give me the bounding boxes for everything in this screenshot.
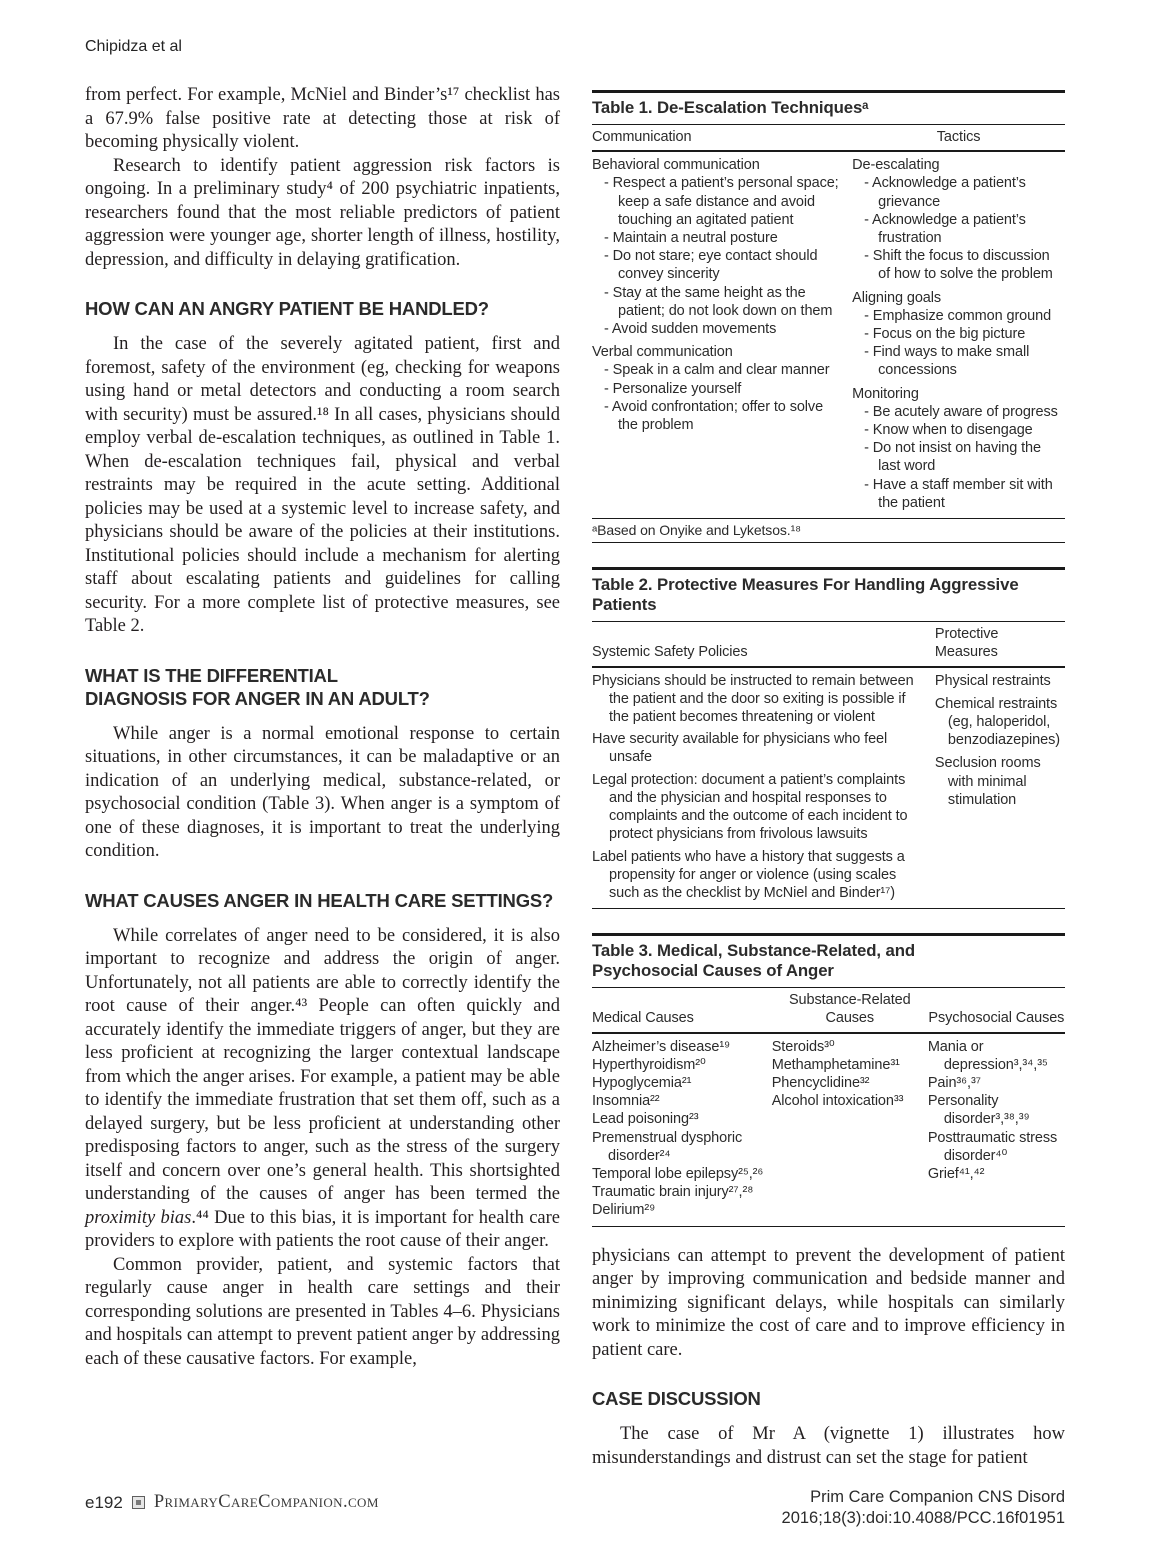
paragraph: from perfect. For example, McNiel and Binder’s¹⁷ checklist has a 67.9% false positive rate at detecting those at risk of becoming physically violent.: [85, 85, 560, 152]
list-item: - Be acutely aware of progress: [864, 403, 1058, 420]
citation-line: 2016;18(3):doi:10.4088/PCC.16f01951: [781, 1508, 1065, 1527]
tactic-group: [852, 289, 1065, 380]
list-item: - Shift the focus to discussion of how to solve the problem: [864, 248, 1053, 283]
list-item: - Stay at the same height as the patient; do not look down on them: [604, 284, 833, 319]
two-column-layout: [85, 84, 1065, 1470]
list-item: Insomnia²²: [592, 1093, 660, 1110]
table-body: [592, 668, 1065, 909]
list-item: - Focus on the big picture: [864, 326, 1026, 343]
column-header: Protective Measures: [934, 626, 999, 661]
section-heading-differential: [85, 664, 560, 710]
column-header: Communication: [592, 129, 692, 145]
tactic-group: [852, 385, 1065, 512]
table-title: Table 3. Medical, Substance-Related, and Psychosocial Causes of Anger: [592, 936, 1065, 988]
journal-logo-icon: [132, 1496, 145, 1509]
tactics-column: [852, 156, 1065, 512]
paragraph: Research to identify patient aggression risk factors is ongoing. In a preliminary study⁴ of 200 psychiatric inpatients, researchers found that the most reliable predictors of patient aggression were younger age, shorter length of illness, hostility, depression, and difficulty in delaying gratification.: [85, 155, 560, 270]
list-item: - Do not insist on having the last word: [864, 440, 1041, 475]
list-item: Phencyclidine³²: [771, 1074, 870, 1091]
measures-column: [935, 672, 1065, 902]
paragraph-text: While correlates of anger need to be considered, it is also important to recognize and address the origin of anger. Unfortunately, not all patients are able to correctly identify the root cause of their anger.⁴³ People can often quickly and accurately identify the immediate triggers of anger, but they are less proficient at recognizing the larger contextual landscape from which the anger arises. For example, a patient may be able to identify the immediate frustration that set them off, such as a delayed surgery, but be less proficient at understanding other predisposing factors to anger, such as the stress of the surgery itself and concern over one’s general health. This shortsighted understanding of the causes of anger has been termed the: [85, 925, 560, 1204]
table-header-row: [592, 622, 1065, 667]
technique-group: [592, 343, 846, 434]
list-item: Hypoglycemia²¹: [592, 1074, 692, 1091]
table-body: [592, 1034, 1065, 1227]
column-header: Psychosocial Causes: [928, 1010, 1065, 1027]
heading-line: DIAGNOSIS FOR ANGER IN AN ADULT?: [85, 687, 430, 709]
list-item: Chemical restraints (eg, haloperidol, benzodiazepines): [934, 695, 1060, 749]
table-2-protective-measures: [592, 567, 1065, 909]
column-header: Substance-Related Causes: [788, 992, 911, 1027]
medical-causes-column: [592, 1038, 772, 1220]
footer-left: [85, 1492, 379, 1513]
table-header-row: [592, 988, 1065, 1033]
table-header-row: [592, 125, 1065, 152]
list-item: Physical restraints: [934, 672, 1051, 689]
list-item: Grief⁴¹,⁴²: [927, 1165, 985, 1182]
technique-group: [592, 156, 846, 338]
list-item: Traumatic brain injury²⁷,²⁸: [592, 1184, 754, 1201]
footer-citation: [782, 1487, 1065, 1528]
group-label: Behavioral communication: [592, 157, 760, 174]
list-item: Label patients who have a history that suggests a propensity for anger or violence (using scales such as the checklist by McNiel and Binder¹⁷): [592, 848, 905, 901]
table-1-de-escalation: [592, 90, 1065, 543]
journal-site-name: PrimaryCareCompanion.com: [153, 1492, 379, 1512]
table-title: Table 1. De-Escalation Techniquesᵃ: [592, 93, 1065, 125]
list-item: Legal protection: document a patient’s complaints and the physician and hospital responses to complaints and the outcome of each incident to protect physicians from frivolous lawsuits: [592, 771, 908, 843]
section-heading-handled: HOW CAN AN ANGRY PATIENT BE HANDLED?: [85, 298, 489, 319]
list-item: Pain³⁶,³⁷: [927, 1074, 981, 1091]
table-3-causes-of-anger: [592, 933, 1065, 1226]
column-header: Medical Causes: [592, 1010, 694, 1027]
left-column: [85, 84, 560, 1470]
paragraph: While anger is a normal emotional response to certain situations, in other circumstances, it can be maladaptive or an indication of an underlying medical, substance-related, or psychosocial condition (Table 3). When anger is a symptom of one of these diagnoses, it is important to treat the underlying condition.: [85, 723, 560, 861]
group-label: Aligning goals: [852, 289, 942, 306]
list-item: - Acknowledge a patient’s grievance: [864, 175, 1026, 210]
section-heading-case-discussion: CASE DISCUSSION: [592, 1388, 761, 1410]
list-item: Lead poisoning²³: [592, 1111, 699, 1128]
right-column: [592, 90, 1065, 1470]
group-label: Verbal communication: [592, 344, 733, 361]
list-item: - Acknowledge a patient’s frustration: [864, 211, 1026, 247]
paragraph: [85, 925, 560, 1254]
running-head: Chipidza et al: [85, 38, 182, 55]
citation-line: Prim Care Companion CNS Disord: [810, 1488, 1065, 1506]
psychosocial-causes-column: [928, 1038, 1065, 1220]
list-item: Temporal lobe epilepsy²⁵,²⁶: [592, 1165, 764, 1182]
paragraph: The case of Mr A (vignette 1) illustrates how misunderstandings and distrust can set the stage for patient: [592, 1424, 1065, 1468]
table-body: [592, 152, 1065, 518]
heading-line: WHAT IS THE DIFFERENTIAL: [85, 664, 338, 686]
paragraph: Common provider, patient, and systemic factors that regularly cause anger in health care settings and their corresponding solutions are presented in Tables 4–6. Physicians and hospitals can attempt to prevent patient anger by addressing each of these causative factors. For example,: [85, 1254, 560, 1369]
list-item: Alcohol intoxication³³: [771, 1093, 904, 1110]
column-header: Tactics: [936, 129, 981, 145]
paragraph-text: .⁴⁴ Due to this bias, it is important for health care providers to explore with patients the root cause of their anger.: [85, 1207, 560, 1251]
table-footnote: ᵃBased on Onyike and Lyketsos.¹⁸: [592, 518, 1065, 543]
list-item: - Personalize yourself: [604, 380, 742, 397]
list-item: - Have a staff member sit with the patient: [864, 476, 1053, 511]
list-item: Premenstrual dysphoric disorder²⁴: [592, 1129, 743, 1164]
tactic-group: [852, 156, 1065, 283]
italic-term: proximity bias: [85, 1207, 192, 1228]
policies-column: [592, 672, 935, 902]
table-title: Table 2. Protective Measures For Handling Aggressive Patients: [592, 570, 1065, 622]
list-item: - Find ways to make small concessions: [864, 344, 1030, 379]
list-item: - Emphasize common ground: [864, 307, 1052, 324]
list-item: - Do not stare; eye contact should convey sincerity: [604, 248, 818, 283]
list-item: Delirium²⁹: [592, 1202, 656, 1219]
list-item: - Maintain a neutral posture: [604, 230, 778, 247]
group-label: De-escalating: [852, 157, 940, 174]
paragraph: In the case of the severely agitated patient, first and foremost, safety of the environment (eg, checking for weapons using hand or metal detectors and conducting a room search with security) must be assured.¹⁸ In all cases, physicians should employ verbal de-escalation techniques, as outlined in Table 1. When de-escalation techniques fail, physical and verbal restraints may be required in the acute setting. Additional policies may be used at a systemic level to increase safety, and physicians should be aware of the policies at their institutions. Institutional policies should include a mechanism for alerting staff about escalating patients and guidelines for calling security. For a more complete list of protective measures, see Table 2.: [85, 334, 560, 636]
list-item: - Know when to disengage: [864, 422, 1033, 439]
list-item: - Avoid confrontation; offer to solve the problem: [604, 398, 824, 434]
list-item: Alzheimer’s disease¹⁹: [592, 1038, 731, 1055]
list-item: Seclusion rooms with minimal stimulation: [934, 755, 1041, 808]
page-number: e192: [85, 1492, 123, 1512]
list-item: Mania or depression³,³⁴,³⁵: [927, 1038, 1048, 1073]
list-item: Have security available for physicians who feel unsafe: [592, 731, 888, 766]
communication-column: [592, 156, 852, 512]
section-heading-causes: WHAT CAUSES ANGER IN HEALTH CARE SETTINGS?: [85, 889, 554, 911]
list-item: Personality disorder³,³⁸,³⁹: [927, 1093, 1030, 1128]
list-item: - Avoid sudden movements: [604, 321, 777, 338]
paragraph: physicians can attempt to prevent the development of patient anger by improving communication and bedside manner and minimizing significant delays, while hospitals can similarly work to minimize the cost of care and to improve efficiency in patient care.: [592, 1245, 1065, 1360]
group-label: Monitoring: [852, 385, 919, 402]
column-header: Systemic Safety Policies: [592, 644, 748, 661]
list-item: Hyperthyroidism²⁰: [592, 1056, 706, 1073]
list-item: Posttraumatic stress disorder⁴⁰: [927, 1129, 1058, 1164]
substance-causes-column: [772, 1038, 928, 1220]
list-item: - Speak in a calm and clear manner: [604, 362, 830, 379]
list-item: Physicians should be instructed to remain between the patient and the door so exiting is possible if the patient becomes threatening or violent: [592, 672, 914, 726]
list-item: Methamphetamine³¹: [771, 1056, 900, 1073]
list-item: Steroids³⁰: [771, 1038, 835, 1055]
list-item: - Respect a patient’s personal space; keep a safe distance and avoid touching an agitated patient: [604, 175, 839, 228]
page-footer: [85, 1488, 1065, 1528]
